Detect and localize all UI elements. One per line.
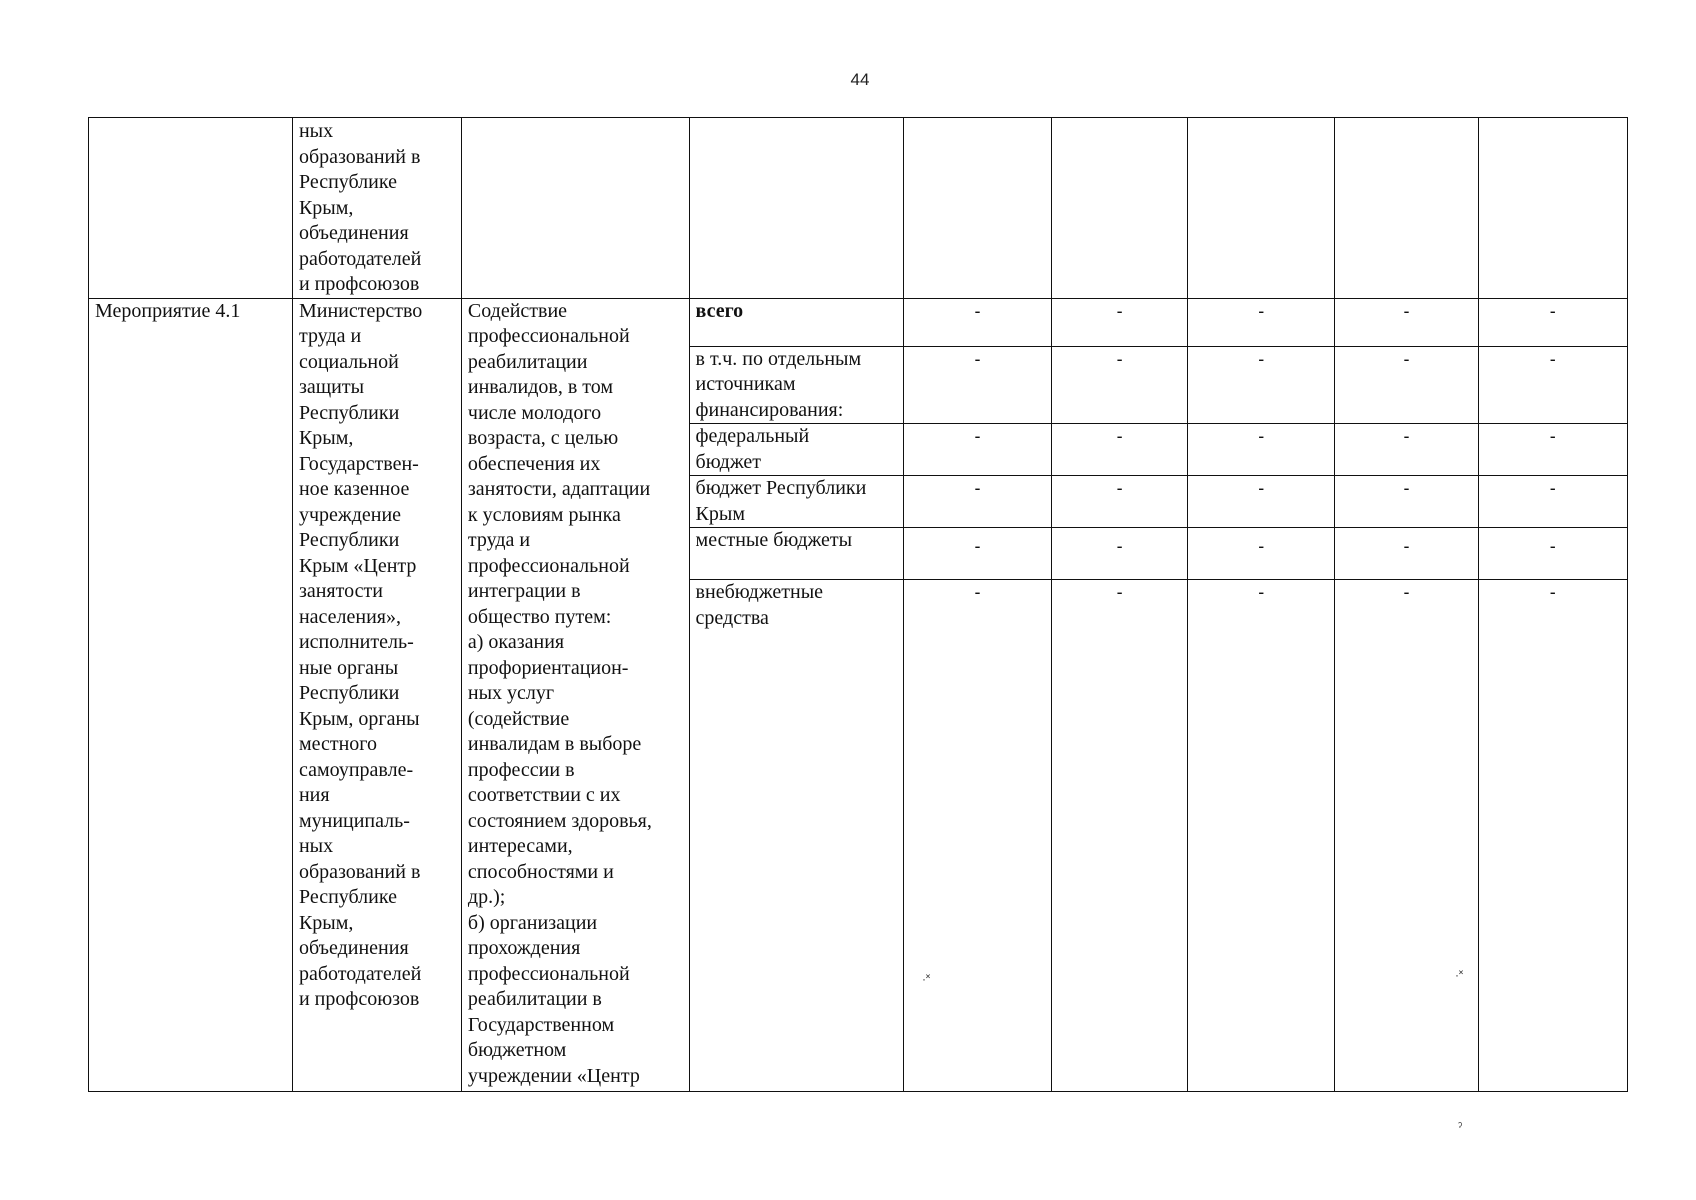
continuation-row: [89, 118, 1628, 299]
table-row: [89, 298, 1628, 346]
cell-empty: [1052, 118, 1188, 299]
value-cell: -: [1052, 298, 1188, 346]
value-cell: -: [1478, 346, 1627, 424]
value-cell: -: [1052, 346, 1188, 424]
value-cell: -: [903, 580, 1051, 1092]
cell-empty: [1188, 118, 1335, 299]
value-cell: -: [1188, 528, 1335, 580]
value-cell: -: [1188, 476, 1335, 528]
value-cell: -: [903, 476, 1051, 528]
page-number: 44: [850, 70, 870, 89]
source-label-total: всего: [689, 298, 903, 346]
source-label-federal: федеральный бюджет: [689, 424, 903, 476]
value-cell: -: [1188, 346, 1335, 424]
source-label-extrabudgetary: внебюджетные средства: [689, 580, 903, 1092]
value-cell: -: [1335, 298, 1478, 346]
value-cell: -: [1335, 424, 1478, 476]
value-cell: -: [1052, 424, 1188, 476]
value-cell: -: [1188, 580, 1335, 1092]
cell-empty: [461, 118, 689, 299]
value-cell: -: [1478, 424, 1627, 476]
value-cell: -: [903, 528, 1051, 580]
cell-empty: [903, 118, 1051, 299]
responsible-cell: Министерство труда и социальной защиты Республики Крым, Государствен- ное казенное учреждение Республики Крым «Центр занятости населения», исполнитель- ные органы Республики Крым, органы местного самоуправле- ния муниципаль- ных образований в Республике Крым, объединения работодателей и профсоюзов: [292, 298, 461, 1092]
continued-responsible-cell: ных образований в Республике Крым, объединения работодателей и профсоюзов: [292, 118, 461, 299]
cell-empty: [89, 118, 293, 299]
source-label-regional: бюджет Республики Крым: [689, 476, 903, 528]
value-cell: -: [1052, 580, 1188, 1092]
value-cell: -: [1052, 528, 1188, 580]
value-cell: -: [903, 346, 1051, 424]
scan-speck: ·˟: [1455, 968, 1463, 982]
cell-empty: [689, 118, 903, 299]
cell-empty: [1335, 118, 1478, 299]
scan-speck: ˀ: [1458, 1120, 1463, 1134]
value-cell: -: [903, 424, 1051, 476]
cell-empty: [1478, 118, 1627, 299]
scan-speck: ·˟: [922, 972, 930, 986]
source-label-local: местные бюджеты: [689, 528, 903, 580]
value-cell: -: [903, 298, 1051, 346]
value-cell: -: [1335, 346, 1478, 424]
value-cell: -: [1052, 476, 1188, 528]
source-label-including: в т.ч. по отдельным источникам финансирования:: [689, 346, 903, 424]
funding-table: [88, 117, 1628, 1092]
value-cell: -: [1478, 476, 1627, 528]
value-cell: -: [1478, 580, 1627, 1092]
value-cell: -: [1335, 476, 1478, 528]
value-cell: -: [1188, 298, 1335, 346]
value-cell: -: [1335, 580, 1478, 1092]
description-cell: Содействие профессиональной реабилитации инвалидов, в том числе молодого возраста, с целью обеспечения их занятости, адаптации к условиям рынка труда и профессиональной интеграции в общество путем: а) оказания профориентацион- ных услуг (содействие инвалидам в выборе профессии в соответствии с их состоянием здоровья, интересами, способностями и др.); б) организации прохождения профессиональной реабилитации в Государственном бюджетном учреждении «Центр: [461, 298, 689, 1092]
value-cell: -: [1478, 298, 1627, 346]
value-cell: -: [1188, 424, 1335, 476]
measure-name-cell: Мероприятие 4.1: [89, 298, 293, 1092]
value-cell: -: [1478, 528, 1627, 580]
value-cell: -: [1335, 528, 1478, 580]
